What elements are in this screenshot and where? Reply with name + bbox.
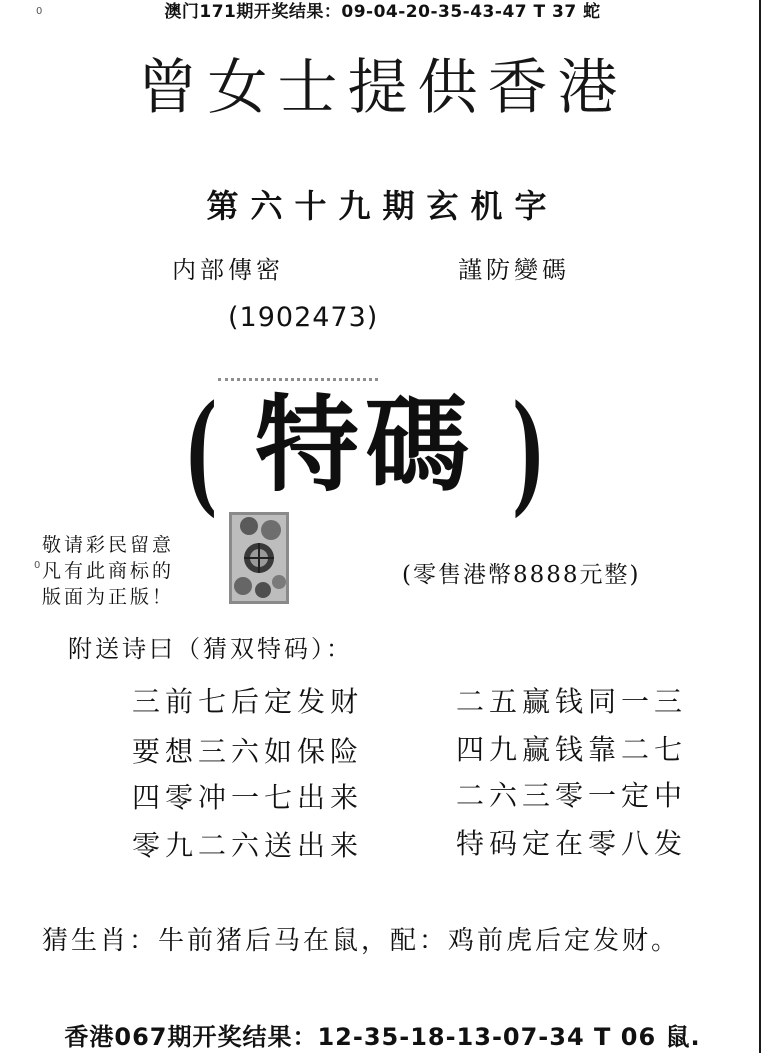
poem-line-left: 要想三六如保险 (132, 735, 364, 768)
subtitle: 第六十九期玄机字 (206, 187, 559, 225)
slogan-left: 内部傳密 (172, 256, 284, 284)
poem-line-left: 三前七后定发财 (132, 685, 364, 718)
poem-line-right: 特码定在零八发 (456, 827, 688, 860)
hongkong-result-line: 香港067期开奖结果：12-35-18-13-07-34 T 06 鼠. (64, 1023, 701, 1051)
poem-heading: 附送诗曰（猜双特码）： (68, 635, 353, 663)
notice-line: 版面为正版！ (42, 586, 175, 608)
poem-line-left: 零九二六送出来 (132, 829, 364, 862)
trademark-stamp-image (229, 512, 289, 604)
big-open-paren: ( (183, 376, 218, 529)
notice-side-mark: 0 (34, 560, 41, 571)
main-title: 曾女士提供香港 (137, 53, 628, 123)
authenticity-notice (42, 532, 174, 610)
corner-mark: 0 (36, 6, 43, 17)
poem-line-right: 二六三零一定中 (456, 779, 688, 812)
page-edge-line (759, 0, 761, 1053)
poem-line-left: 四零冲一七出来 (132, 781, 364, 814)
poem-line-right: 四九赢钱靠二七 (456, 733, 688, 766)
macau-result-line: 澳门171期开奖结果：09-04-20-35-43-47 T 37 蛇 (164, 2, 601, 22)
slogan-right: 謹防變碼 (458, 256, 570, 284)
retail-price: (零售港幣8888元整) (402, 562, 641, 588)
notice-line: 敬请彩民留意 (42, 534, 175, 556)
big-close-paren: ) (511, 376, 546, 529)
big-special-code-text: 特碼 (254, 383, 475, 506)
poem-line-right: 二五赢钱同一三 (456, 685, 688, 718)
code-number: (1902473) (228, 302, 379, 333)
notice-line: 凡有此商标的 (42, 560, 175, 582)
zodiac-guess-line: 猜生肖：牛前猪后马在鼠，配：鸡前虎后定发财。 (42, 926, 681, 956)
